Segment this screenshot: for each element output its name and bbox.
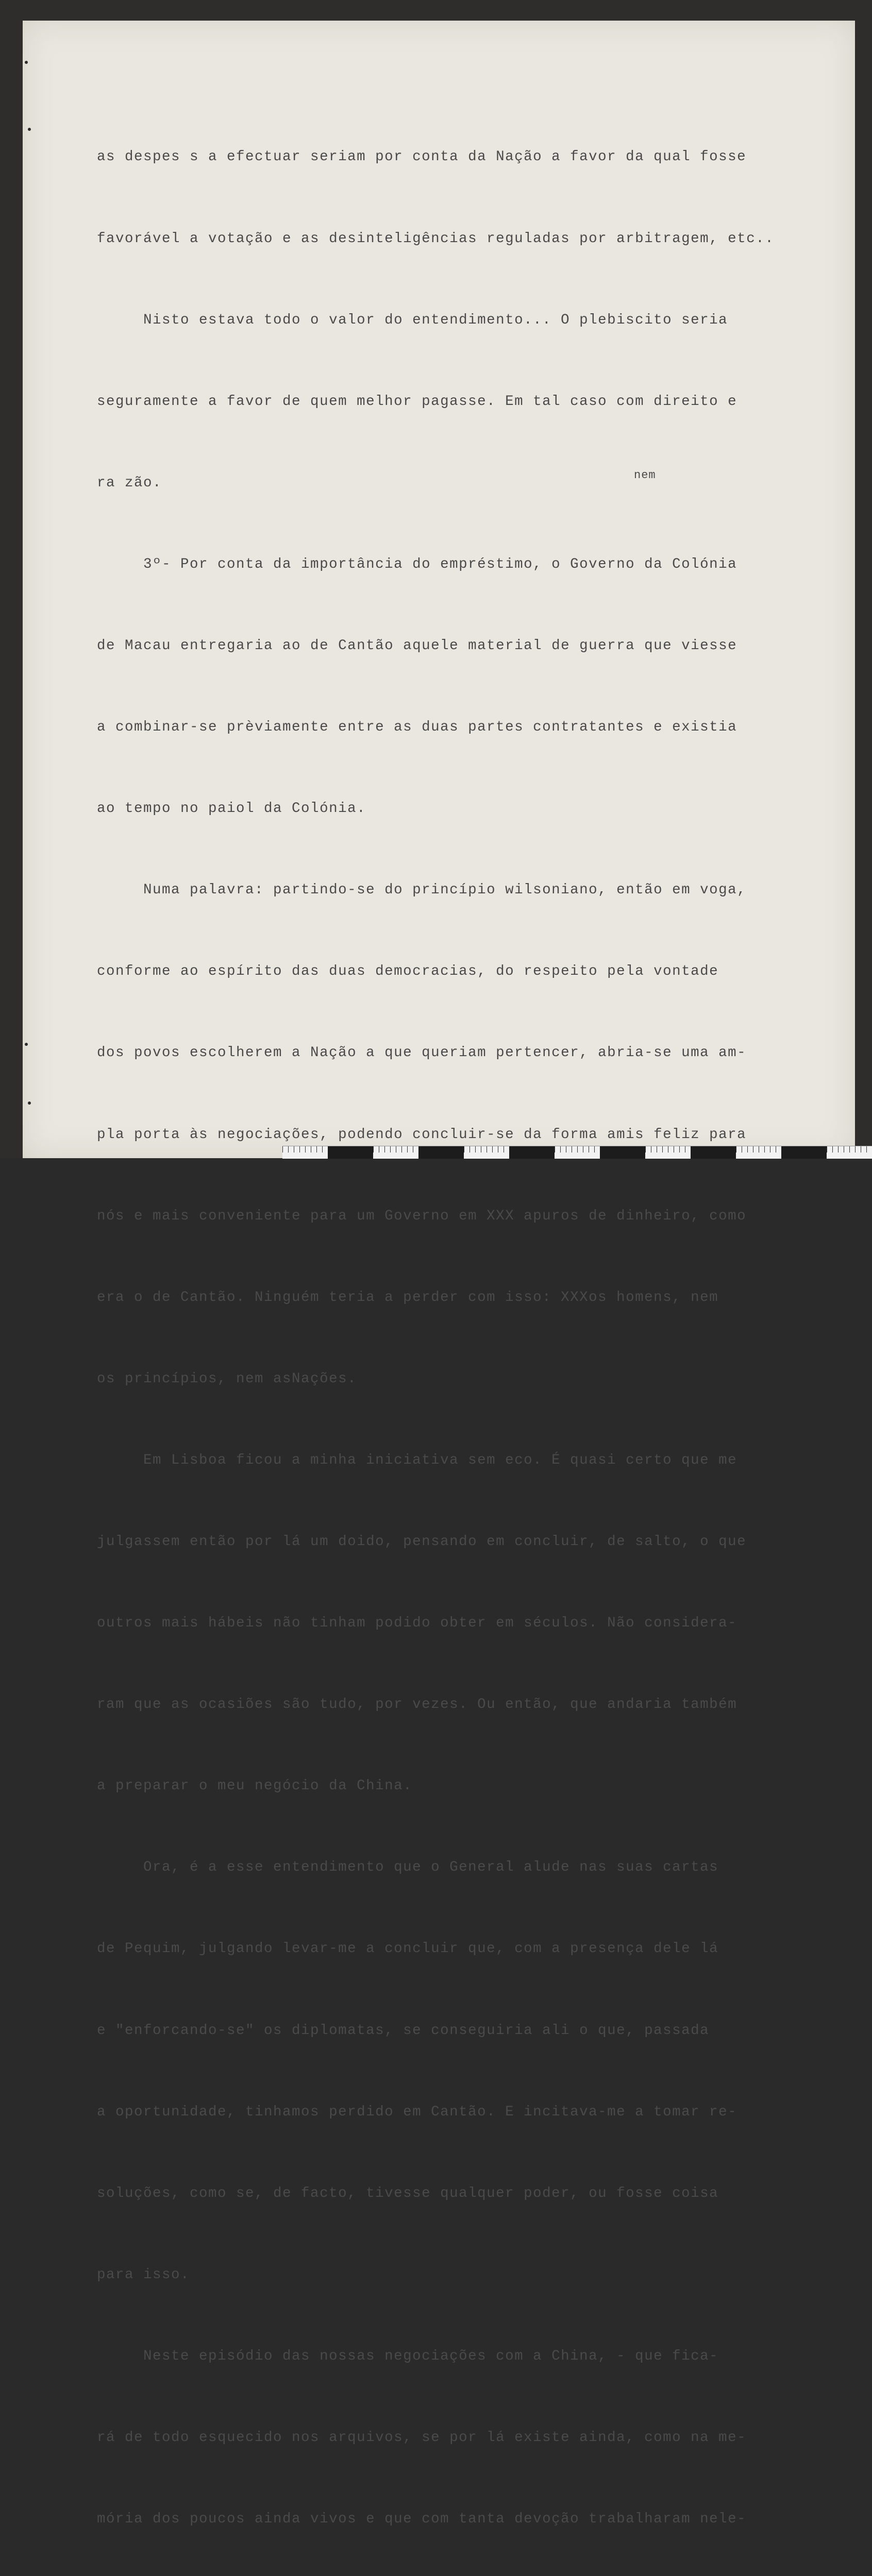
text-line: Ora, é a esse entendimento que o General alude nas suas cartas — [97, 1859, 719, 1876]
ruler-segment — [781, 1146, 827, 1159]
text-line: Nisto estava todo o valor do entendimento... O plebiscito seria — [97, 312, 728, 328]
text-line: favorável a votação e as desinteligências reguladas por arbitragem, etc.. — [97, 230, 775, 247]
text-line: de Macau entregaria ao de Cantão aquele material de guerra que viesse — [97, 637, 737, 654]
text-line: outros mais hábeis não tinham podido obter em séculos. Não considera- — [97, 1615, 737, 1632]
text-line: Numa palavra: partindo-se do princípio wilsoniano, então em voga, — [97, 882, 747, 899]
text-line: soluções, como se, de facto, tivesse qualquer poder, ou fosse coisa — [97, 2185, 719, 2201]
ruler-segment — [691, 1146, 736, 1159]
text-line: conforme ao espírito das duas democracias, do respeito pela vontade — [97, 963, 719, 980]
ruler-segment — [328, 1146, 373, 1159]
text-line: mória dos poucos ainda vivos e que com tanta devoção trabalharam nele- — [97, 2511, 747, 2528]
ruler-segment — [509, 1146, 555, 1159]
scale-ruler — [282, 1146, 872, 1159]
text-line: Em Lisboa ficou a minha iniciativa sem eco. É quasi certo que me — [97, 1452, 737, 1468]
text-line: 3º- Por conta da importância do empréstimo, o Governo da Colónia — [97, 556, 737, 572]
typed-text-body — [97, 90, 839, 2576]
ruler-segment — [600, 1146, 645, 1159]
text-line: de Pequim, julgando levar-me a concluir que, com a presença dele lá — [97, 1941, 719, 1957]
text-line: para isso. — [97, 2266, 190, 2283]
text-line: ao tempo no paiol da Colónia. — [97, 801, 366, 817]
text-line: os princípios, nem asNações. — [97, 1370, 357, 1387]
typewritten-page — [23, 21, 855, 2528]
punch-hole — [25, 61, 28, 64]
text-line: e "enforcando-se" os diplomatas, se conseguiria ali o que, passada — [97, 2022, 710, 2039]
text-line: seguramente a favor de quem melhor pagasse. Em tal caso com direito e — [97, 393, 737, 410]
punch-hole — [25, 1043, 28, 1046]
text-line: ram que as ocasiões são tudo, por vezes. Ou então, que andaria também — [97, 1697, 737, 1713]
text-line: Neste episódio das nossas negociações com a China, - que fica- — [97, 2348, 719, 2364]
ruler-segment — [418, 1146, 464, 1159]
text-line: ra zão. — [97, 474, 162, 491]
text-line: a preparar o meu negócio da China. — [97, 1778, 413, 1794]
text-line: nós e mais conveniente para um Governo em XXX apuros de dinheiro, como — [97, 1208, 747, 1224]
interlinear-insert: nem — [634, 469, 656, 482]
text-line: rá de todo esquecido nos arquivos, se por lá existe ainda, como na me- — [97, 2430, 747, 2446]
text-line: pla porta às negociações, podendo concluir-se da forma amis feliz para — [97, 1126, 747, 1143]
text-line: a combinar-se prèviamente entre as duas partes contratantes e existia — [97, 719, 737, 736]
text-line: era o de Cantão. Ninguém teria a perder com isso: XXXos homens, nem — [97, 1289, 719, 1306]
text-line: as despes s a efectuar seriam por conta da Nação a favor da qual fosse — [97, 149, 747, 165]
punch-hole — [28, 1101, 31, 1105]
text-line: julgassem então por lá um doido, pensando em concluir, de salto, o que — [97, 1534, 747, 1550]
text-line: a oportunidade, tinhamos perdido em Cantão. E incitava-me a tomar re- — [97, 2104, 737, 2120]
punch-hole — [28, 128, 31, 131]
text-line: dos povos escolherem a Nação a que queriam pertencer, abria-se uma am- — [97, 1045, 747, 1061]
